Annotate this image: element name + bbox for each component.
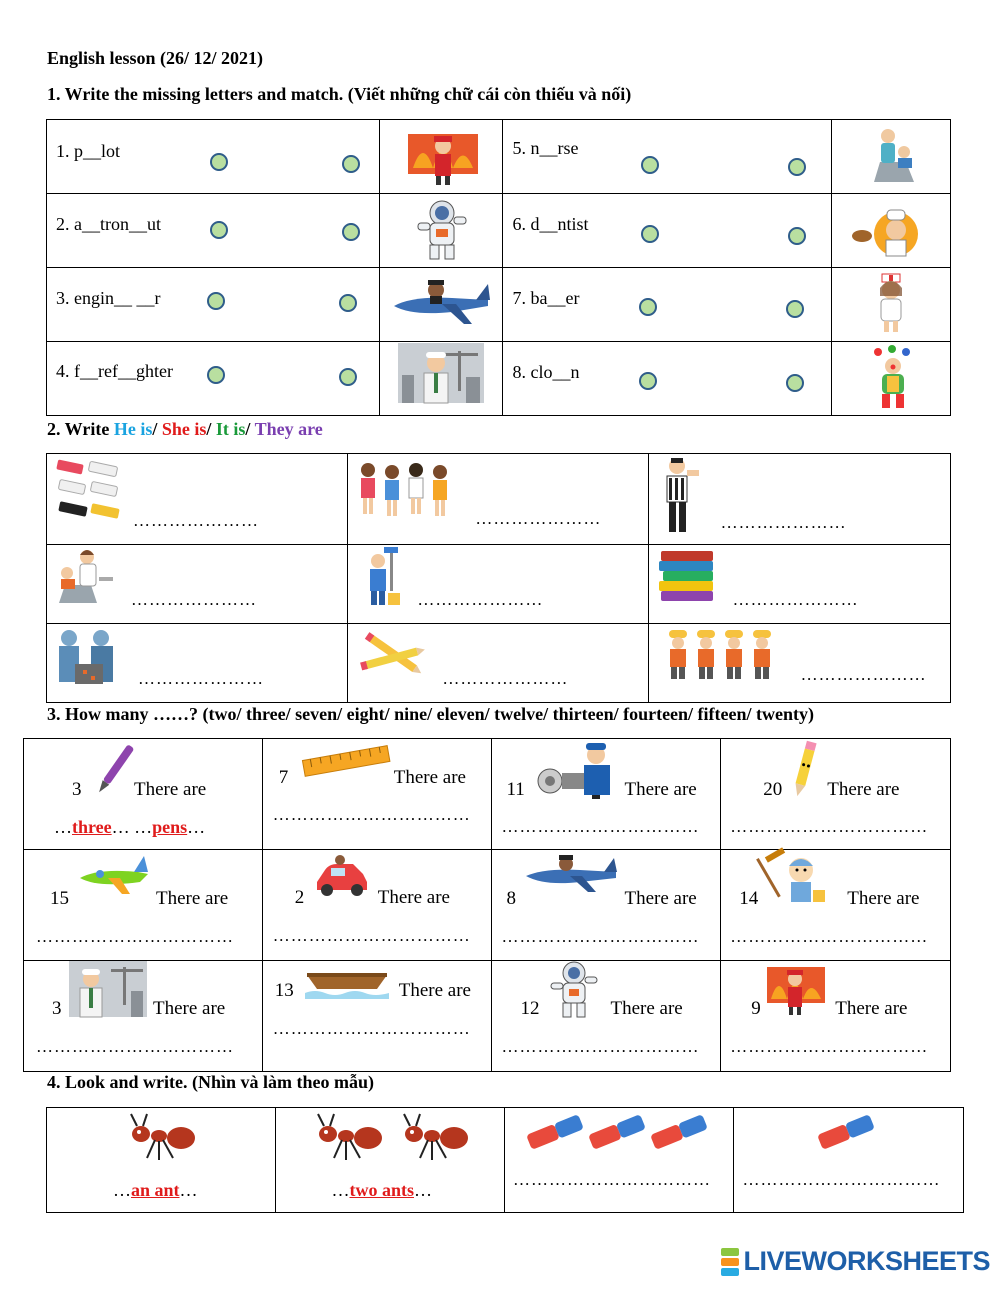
there-are-label: There are bbox=[847, 888, 920, 909]
s3-cell bbox=[721, 961, 951, 1072]
car-icon bbox=[313, 854, 371, 898]
there-are-label: There are bbox=[398, 980, 471, 1001]
pilot-plane-icon bbox=[392, 274, 492, 330]
there-are-label: There are bbox=[624, 888, 697, 909]
s4-example-2: …two ants… bbox=[331, 1180, 433, 1200]
match-dot[interactable] bbox=[641, 156, 659, 174]
s4-cell bbox=[734, 1108, 964, 1213]
eraser-icon bbox=[816, 1110, 880, 1154]
s3-number: 20 bbox=[763, 779, 783, 800]
s1-word-cell bbox=[47, 120, 380, 194]
s3-blank[interactable]: …………………………… bbox=[36, 927, 234, 946]
s3-blank[interactable]: …………………………… bbox=[272, 805, 471, 824]
s3-number: 14 bbox=[739, 888, 759, 909]
they-are-label: They are bbox=[254, 419, 323, 439]
cleaner-icon bbox=[765, 852, 829, 908]
pencil-icon bbox=[789, 741, 819, 801]
logo-text: LIVEWORKSHEETS bbox=[743, 1246, 990, 1276]
section1-title: 1. Write the missing letters and match. (Viết những chữ cái còn thiếu và nối) bbox=[47, 84, 632, 104]
s2-cell bbox=[348, 454, 648, 545]
astronaut-icon bbox=[412, 199, 472, 261]
s3-blank[interactable]: …………………………… bbox=[730, 927, 929, 946]
there-are-label: There are bbox=[393, 767, 466, 788]
s3-number: 13 bbox=[274, 980, 294, 1001]
match-dot[interactable] bbox=[639, 372, 657, 390]
there-are-label: There are bbox=[156, 888, 229, 909]
section2-title: 2. Write He is/ She is/ It is/ They are bbox=[47, 419, 323, 439]
section3-title: 3. How many ……? (two/ three/ seven/ eight/ nine/ eleven/ twelve/ thirteen/ fourteen/ fifteen/ twenty) bbox=[47, 704, 815, 724]
s3-blank[interactable]: …………………………… bbox=[272, 926, 471, 945]
astronaut-icon bbox=[546, 961, 602, 1019]
s3-blank[interactable]: …………………………… bbox=[272, 1019, 471, 1038]
s1-word-cell bbox=[47, 194, 380, 268]
boat-icon bbox=[305, 967, 389, 1003]
match-dot[interactable] bbox=[210, 221, 228, 239]
match-dot[interactable] bbox=[342, 155, 360, 173]
s3-blank[interactable]: …………………………… bbox=[501, 1037, 700, 1056]
s2-blank[interactable]: ………………… bbox=[131, 590, 257, 609]
section4-table bbox=[46, 1107, 964, 1213]
s3-cell bbox=[721, 850, 951, 961]
s2-cell bbox=[348, 545, 648, 624]
s1-image-cell bbox=[379, 342, 503, 416]
there-are-label: There are bbox=[153, 998, 226, 1019]
match-dot[interactable] bbox=[207, 366, 225, 384]
s3-number: 11 bbox=[506, 779, 525, 800]
firefighter-icon bbox=[767, 965, 825, 1017]
s3-cell bbox=[262, 739, 492, 850]
s3-cell bbox=[262, 961, 492, 1072]
match-dot[interactable] bbox=[786, 374, 804, 392]
s2-cell bbox=[648, 454, 950, 545]
children-icon bbox=[358, 460, 454, 520]
liveworksheets-logo[interactable] bbox=[721, 1246, 990, 1277]
s3-cell bbox=[24, 961, 263, 1072]
s1-word-2: 2. a__tron__ut bbox=[56, 214, 161, 234]
pilot-plane-icon bbox=[524, 852, 618, 894]
s1-word-cell bbox=[503, 342, 832, 416]
s2-cell bbox=[47, 454, 348, 545]
match-dot[interactable] bbox=[641, 225, 659, 243]
s2-blank[interactable]: ………………… bbox=[800, 665, 927, 684]
s3-blank[interactable]: …………………………… bbox=[730, 817, 929, 836]
s2-blank[interactable]: ………………… bbox=[417, 590, 544, 609]
section1-table bbox=[46, 119, 951, 416]
there-are-label: There are bbox=[134, 779, 207, 800]
doctors-icon bbox=[53, 626, 125, 688]
ant-icon bbox=[400, 1112, 472, 1162]
s3-number: 15 bbox=[50, 888, 69, 909]
s3-example-answer: …three… …pens… bbox=[54, 817, 206, 837]
match-dot[interactable] bbox=[210, 153, 228, 171]
ant-icon bbox=[127, 1112, 199, 1162]
s1-word-6: 6. d__ntist bbox=[512, 214, 589, 234]
there-are-label: There are bbox=[835, 998, 908, 1019]
pencils-icon bbox=[360, 628, 426, 684]
dentist-icon bbox=[866, 126, 922, 186]
three-erasers-icon bbox=[525, 1110, 715, 1154]
engineer-icon bbox=[69, 961, 147, 1017]
s2-cell bbox=[348, 624, 648, 703]
section4-title: 4. Look and write. (Nhìn và làm theo mẫu) bbox=[47, 1072, 375, 1092]
s3-cell bbox=[492, 850, 721, 961]
ant-icon bbox=[314, 1112, 386, 1162]
toy-plane-icon bbox=[78, 852, 150, 898]
engineer-icon bbox=[398, 343, 484, 403]
s1-image-cell bbox=[379, 194, 503, 268]
s3-number: 3 bbox=[52, 998, 62, 1019]
s2-cell bbox=[648, 545, 950, 624]
there-are-label: There are bbox=[610, 998, 683, 1019]
s1-word-cell bbox=[503, 194, 832, 268]
s4-cell bbox=[504, 1108, 733, 1213]
s2-blank[interactable]: ………………… bbox=[442, 669, 569, 688]
mechanic-icon bbox=[536, 741, 620, 799]
s3-number: 8 bbox=[506, 888, 516, 909]
there-are-label: There are bbox=[827, 779, 900, 800]
pen-icon bbox=[94, 741, 134, 801]
cleaner-icon bbox=[360, 547, 404, 609]
s3-blank[interactable]: …………………………… bbox=[730, 1037, 929, 1056]
s1-word-1: 1. p__lot bbox=[56, 141, 121, 161]
match-dot[interactable] bbox=[339, 368, 357, 386]
s2-blank[interactable]: ………………… bbox=[475, 509, 602, 528]
erasers-icon bbox=[55, 458, 125, 528]
clown-icon bbox=[870, 346, 916, 410]
s2-cell bbox=[47, 545, 348, 624]
match-dot[interactable] bbox=[207, 292, 225, 310]
firefighter-icon bbox=[408, 128, 478, 186]
section3-table bbox=[23, 738, 951, 1072]
it-is-label: It is bbox=[215, 419, 246, 439]
s4-blank[interactable]: …………………………… bbox=[512, 1170, 711, 1189]
s1-word-cell bbox=[47, 342, 380, 416]
s2-blank[interactable]: ………………… bbox=[138, 669, 264, 688]
s1-word-7: 7. ba__er bbox=[512, 288, 580, 308]
s4-example-1: …an ant… bbox=[113, 1180, 198, 1200]
match-dot[interactable] bbox=[342, 223, 360, 241]
section2-table bbox=[46, 453, 951, 703]
s3-number: 3 bbox=[72, 779, 82, 800]
builders-icon bbox=[667, 628, 783, 682]
s1-word-cell bbox=[503, 268, 832, 342]
s2-cell bbox=[648, 624, 950, 703]
baker-icon bbox=[852, 204, 926, 258]
s3-cell bbox=[262, 850, 492, 961]
s1-image-cell bbox=[832, 120, 951, 194]
she-is-label: She is bbox=[161, 419, 207, 439]
match-dot[interactable] bbox=[339, 294, 357, 312]
referee-icon bbox=[657, 456, 707, 536]
s2-blank[interactable]: ………………… bbox=[133, 511, 259, 530]
match-dot[interactable] bbox=[786, 300, 804, 318]
he-is-label: He is bbox=[113, 419, 153, 439]
s1-word-5: 5. n__rse bbox=[512, 138, 579, 158]
there-are-label: There are bbox=[624, 779, 697, 800]
s4-cell bbox=[275, 1108, 504, 1213]
s1-word-8: 8. clo__n bbox=[512, 362, 580, 382]
ruler-icon bbox=[301, 743, 391, 777]
s3-number: 12 bbox=[520, 998, 540, 1019]
s1-image-cell bbox=[832, 194, 951, 268]
match-dot[interactable] bbox=[788, 227, 806, 245]
s1-word-3: 3. engin__ __r bbox=[56, 288, 161, 308]
s1-word-cell bbox=[503, 120, 832, 194]
s3-cell bbox=[492, 961, 721, 1072]
s4-blank[interactable]: …………………………… bbox=[742, 1170, 941, 1189]
there-are-label: There are bbox=[377, 887, 450, 908]
books-icon bbox=[657, 549, 717, 607]
s3-number: 7 bbox=[278, 767, 289, 788]
s1-image-cell bbox=[379, 268, 503, 342]
s1-word-4: 4. f__ref__ghter bbox=[56, 361, 173, 381]
s2-cell bbox=[47, 624, 348, 703]
match-dot[interactable] bbox=[788, 158, 806, 176]
s4-cell bbox=[47, 1108, 276, 1213]
s3-blank[interactable]: …………………………… bbox=[36, 1037, 234, 1056]
nurse-icon bbox=[874, 274, 908, 334]
s3-cell bbox=[721, 739, 951, 850]
match-dot[interactable] bbox=[639, 298, 657, 316]
page-title: English lesson (26/ 12/ 2021) bbox=[47, 48, 264, 68]
s3-cell bbox=[24, 739, 263, 850]
s3-cell bbox=[492, 739, 721, 850]
s1-image-cell bbox=[832, 342, 951, 416]
s3-cell bbox=[24, 850, 263, 961]
dentist-icon bbox=[53, 547, 115, 607]
s3-number: 2 bbox=[294, 887, 305, 908]
s2-blank[interactable]: ………………… bbox=[732, 590, 859, 609]
s3-blank[interactable]: …………………………… bbox=[501, 927, 700, 946]
s1-image-cell bbox=[379, 120, 503, 194]
s1-word-cell bbox=[47, 268, 380, 342]
s1-image-cell bbox=[832, 268, 951, 342]
s3-blank[interactable]: …………………………… bbox=[501, 817, 700, 836]
s3-number: 9 bbox=[751, 998, 761, 1019]
s2-blank[interactable]: ………………… bbox=[720, 513, 847, 532]
logo-mark-icon bbox=[721, 1247, 739, 1277]
